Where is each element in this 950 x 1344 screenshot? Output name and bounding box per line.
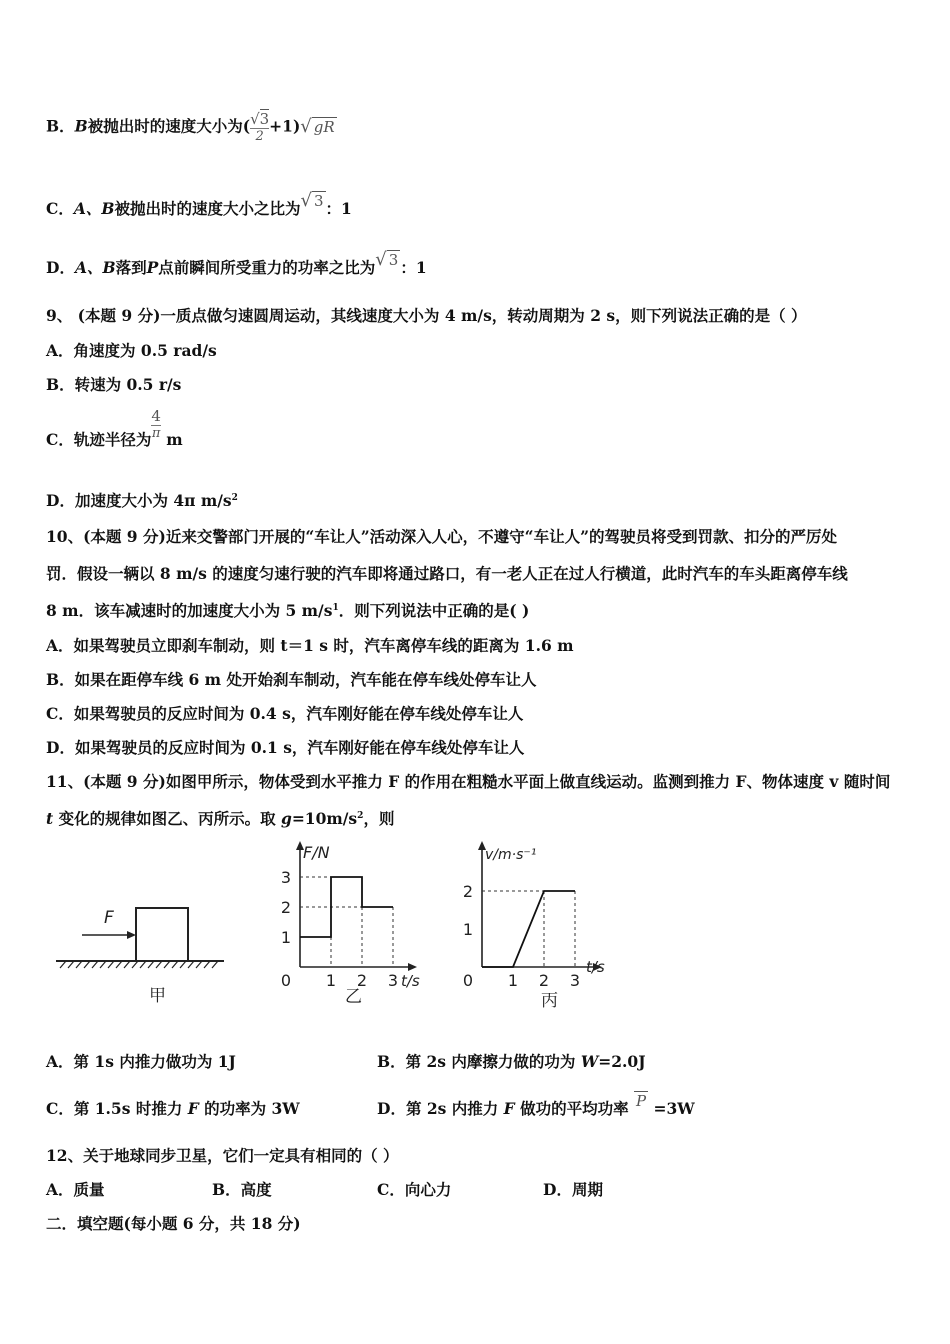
- q10-option-d: D．如果驾驶员的反应时间为 0.1 s，汽车刚好能在停车线处停车让人: [46, 738, 525, 757]
- q11-stem-line1: 11、(本题 9 分)如图甲所示，物体受到水平推力 F 的作用在粗糙水平面上做直线运动。监测到推力 F、物体速度 v 随时间: [46, 772, 891, 791]
- option-text-suffix: =2.0J: [598, 1052, 646, 1071]
- q10-option-b: B．如果在距停车线 6 m 处开始刹车制动，汽车能在停车线处停车让人: [46, 670, 537, 689]
- q12-option-a: A．质量: [46, 1180, 105, 1199]
- variable: P: [146, 258, 159, 277]
- section-heading: 二．填空题(每小题 6 分，共 18 分): [46, 1214, 301, 1233]
- option-label: C．: [46, 199, 74, 218]
- y-tick-label: 2: [280, 898, 292, 917]
- x-tick-label: 3: [569, 971, 581, 990]
- q8-option-c: [46, 190, 352, 219]
- q12-option-b: B．高度: [212, 1180, 272, 1199]
- figure-caption: 丙: [541, 991, 558, 1011]
- option-label: D．: [46, 258, 75, 277]
- variable: g: [280, 809, 292, 828]
- option-label: B．: [46, 116, 75, 136]
- stem-text: =10m/s: [291, 809, 358, 828]
- superscript: 1: [332, 602, 339, 613]
- stem-text-end: ，则: [363, 809, 395, 828]
- y-tick-label: 2: [462, 882, 474, 901]
- variable: W: [580, 1052, 599, 1071]
- fraction: $\frac{√3}{2}$: [250, 110, 270, 144]
- q9-option-b: B．转速为 0.5 r/s: [46, 375, 182, 394]
- q12-stem: 12、关于地球同步卫星，它们一定具有相同的（ ）: [46, 1146, 399, 1165]
- x-axis-label: t/s: [401, 972, 420, 990]
- variable: F: [187, 1099, 199, 1118]
- superscript: 2: [357, 810, 364, 821]
- y-axis-label: v/m·s⁻¹: [485, 847, 537, 863]
- q10-stem-line3: [46, 599, 529, 621]
- sqrt-expression: √ 3: [375, 249, 399, 270]
- option-text-suffix: =3W: [648, 1099, 695, 1118]
- figure-bing-v-t-chart: [462, 838, 622, 1013]
- option-text-suffix: ：1: [325, 199, 352, 218]
- figure-jia: [50, 895, 230, 1010]
- variable: A、B: [73, 199, 115, 218]
- stem-text: 变化的规律如图乙、丙所示。取: [53, 809, 281, 828]
- variable: B: [74, 116, 88, 136]
- option-text: B．第 2s 内摩擦力做的功为: [377, 1052, 581, 1071]
- option-text: 落到: [115, 258, 147, 277]
- x-tick-label: 1: [507, 971, 519, 990]
- q9-option-a: A．角速度为 0.5 rad/s: [46, 341, 217, 360]
- force-label: F: [104, 908, 114, 928]
- q11-option-b: [377, 1050, 646, 1072]
- variable: A、B: [74, 258, 116, 277]
- q9-option-d: [46, 489, 238, 511]
- q11-option-a: A．第 1s 内推力做功为 1J: [46, 1052, 236, 1071]
- sqrt-expression: √ 3: [300, 190, 324, 211]
- q11-stem-line2: [46, 807, 394, 829]
- x-axis-arrow: [408, 963, 417, 971]
- option-text: 做功的平均功率: [514, 1099, 634, 1118]
- option-text: C．轨迹半径为: [46, 429, 152, 449]
- q10-option-c: C．如果驾驶员的反应时间为 0.4 s，汽车刚好能在停车线处停车让人: [46, 704, 524, 723]
- option-text: 被抛出时的速度大小为(: [87, 116, 251, 136]
- option-text-suffix: ：1: [400, 258, 427, 277]
- series-line-v: [482, 891, 575, 967]
- variable: t: [46, 809, 54, 828]
- x-tick-label: 0: [280, 971, 292, 990]
- q11-option-d: [377, 1092, 695, 1119]
- q12-option-d: D．周期: [543, 1180, 603, 1199]
- x-tick-label: 2: [356, 971, 368, 990]
- figure-caption: 甲: [149, 986, 166, 1006]
- y-axis-label: F/N: [303, 843, 330, 862]
- ground-hatching: [60, 961, 218, 968]
- q8-option-d: [46, 249, 427, 278]
- q8-option-b: [46, 110, 337, 145]
- x-tick-label: 3: [387, 971, 399, 990]
- x-tick-label: 1: [325, 971, 337, 990]
- fraction: $\frac{4}{\pi}$: [151, 407, 161, 441]
- option-text: 点前瞬间所受重力的功率之比为: [158, 258, 376, 277]
- y-tick-label: 1: [462, 920, 474, 939]
- q9-stem: 9、 (本题 9 分)一质点做匀速圆周运动，其线速度大小为 4 m/s，转动周期为 2 s，则下列说法正确的是（ ）: [46, 306, 807, 325]
- option-text: C．第 1.5s 时推力: [46, 1099, 188, 1118]
- average-power-symbol: P: [635, 1092, 647, 1110]
- figure-yi-f-t-chart: [275, 838, 435, 1008]
- q12-option-c: C．向心力: [377, 1180, 452, 1199]
- superscript: 2: [231, 492, 238, 503]
- x-tick-label: 2: [538, 971, 550, 990]
- q9-option-c: [46, 407, 183, 449]
- sqrt-expression: √ gR: [300, 115, 335, 137]
- option-text-suffix: m: [160, 429, 183, 449]
- stem-text: 8 m．该车减速时的加速度大小为 5 m/s: [46, 601, 333, 620]
- q10-stem-line2: 罚．假设一辆以 8 m/s 的速度匀速行驶的汽车即将通过路口，有一老人正在过人行横道，此时汽车的车头距离停车线: [46, 564, 848, 583]
- y-tick-label: 1: [280, 928, 292, 947]
- variable: F: [503, 1099, 515, 1118]
- q11-option-c: [46, 1097, 300, 1119]
- y-tick-label: 3: [280, 868, 292, 887]
- option-text: 被抛出时的速度大小之比为: [114, 199, 301, 218]
- stem-text-end: ．则下列说法中正确的是( ): [338, 601, 530, 620]
- option-text: D．加速度大小为 4π m/s: [46, 491, 232, 510]
- figure-caption: 乙: [345, 987, 362, 1007]
- option-text-suffix: +1): [269, 116, 301, 136]
- q10-stem-line1: 10、(本题 9 分)近来交警部门开展的“车让人”活动深入人心，不遵守“车让人”的驾驶员将受到罚款、扣分的严厉处: [46, 527, 837, 546]
- option-text: D．第 2s 内推力: [377, 1099, 504, 1118]
- x-axis-label: t/s: [586, 958, 605, 976]
- block: [136, 908, 188, 961]
- pushing-force-arrow: [82, 931, 136, 939]
- option-text-suffix: 的功率为 3W: [198, 1099, 300, 1118]
- x-tick-label: 0: [462, 971, 474, 990]
- q10-option-a: A．如果驾驶员立即刹车制动，则 t＝1 s 时，汽车离停车线的距离为 1.6 m: [46, 636, 574, 655]
